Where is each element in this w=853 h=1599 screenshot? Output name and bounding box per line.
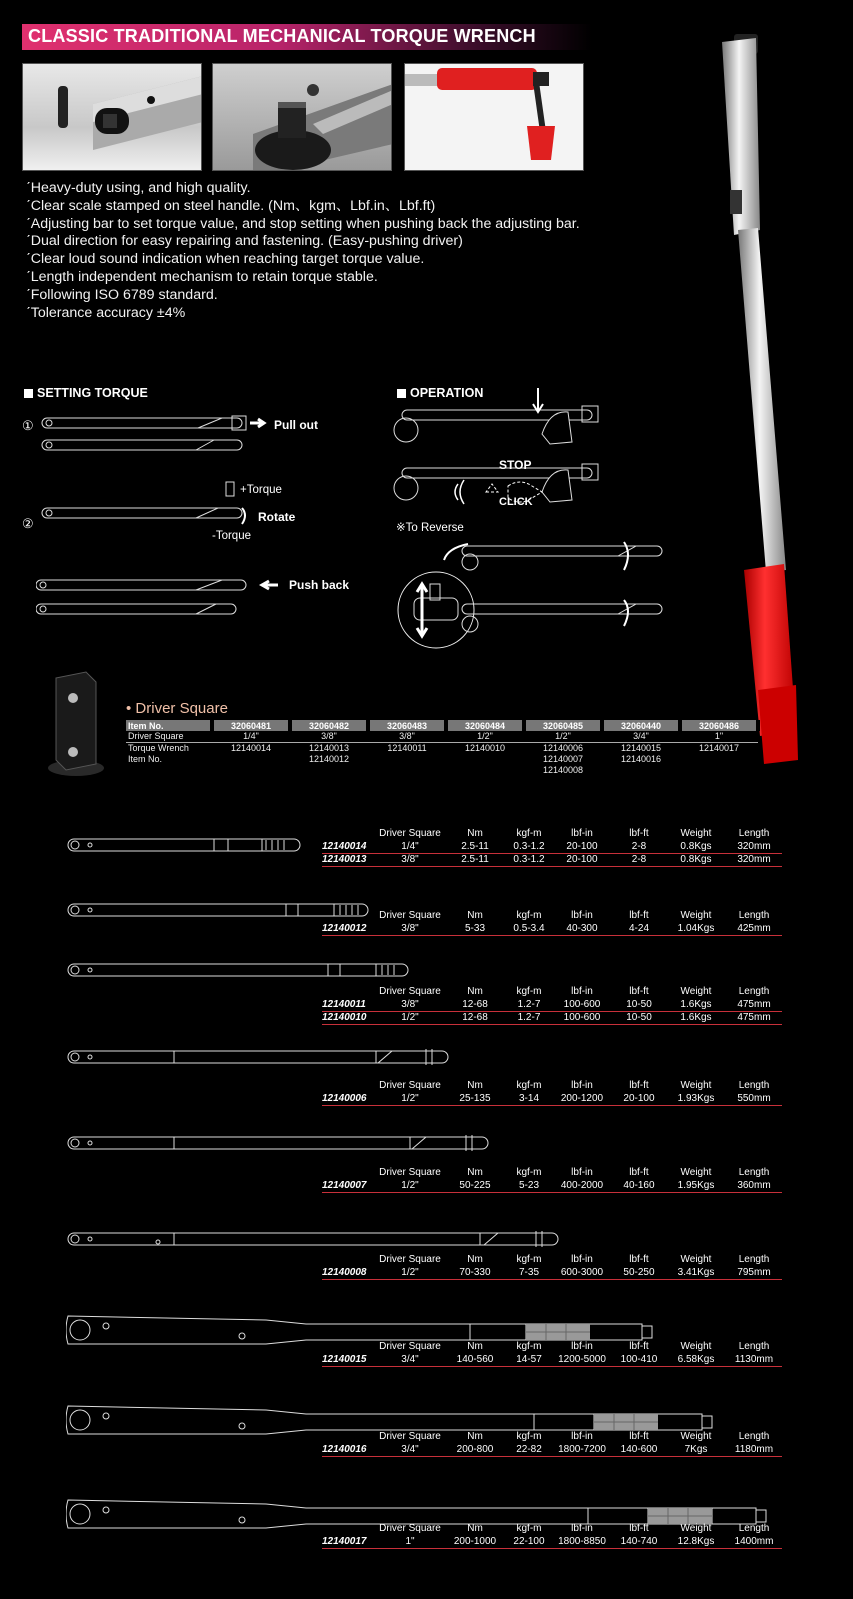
spec-cell: 425mm (726, 922, 782, 935)
setting-torque-heading: SETTING TORQUE (24, 386, 148, 400)
operation-heading: OPERATION (397, 386, 483, 400)
spec-header: Length (738, 1341, 770, 1352)
spec-cell: 3/8" (376, 922, 444, 935)
spec-cell: 795mm (726, 1266, 782, 1279)
spec-cell: 6.58Kgs (666, 1353, 726, 1366)
spec-row (322, 1011, 782, 1024)
spec-header: Driver Square (379, 1431, 441, 1442)
spec-table (322, 1079, 782, 1106)
spec-cell: 70-330 (444, 1266, 506, 1279)
item-code: 12140007 (322, 1179, 376, 1192)
spec-cell: 3/4" (376, 1353, 444, 1366)
spec-header: Length (738, 1523, 770, 1534)
spec-row (322, 1092, 782, 1105)
spec-cell: 1180mm (726, 1443, 782, 1456)
spec-header: lbf-in (571, 1167, 593, 1178)
feature-list (26, 180, 580, 322)
spec-header: kgf-m (516, 1341, 542, 1352)
spec-cell: 7Kgs (666, 1443, 726, 1456)
table-header: 32060481 (212, 720, 290, 731)
spec-cell: 2-8 (612, 840, 666, 853)
rotate-label: Rotate (258, 510, 296, 524)
spec-cell: 200-1200 (552, 1092, 612, 1105)
driver-square-table (126, 720, 760, 776)
item-code: 12140014 (322, 840, 376, 853)
spec-cell: 1.04Kgs (666, 922, 726, 935)
spec-row (322, 1353, 782, 1366)
spec-cell: 1400mm (726, 1535, 782, 1548)
spec-header: lbf-in (571, 1523, 593, 1534)
spec-header: Driver Square (379, 1254, 441, 1265)
spec-cell: 3/4" (376, 1443, 444, 1456)
spec-header: Length (738, 986, 770, 997)
item-code: 12140016 (322, 1443, 376, 1456)
spec-table (322, 1430, 782, 1457)
spec-cell: 600-3000 (552, 1266, 612, 1279)
spec-cell: 2.5-11 (444, 840, 506, 853)
spec-header: Length (738, 1254, 770, 1265)
spec-cell: 2.5-11 (444, 853, 506, 866)
feature-item: ˊLength independent mechanism to retain torque stable. (26, 268, 378, 285)
feature-item: ˊDual direction for easy repairing and fastening. (Easy-pushing driver) (26, 233, 463, 250)
spec-header: kgf-m (516, 1167, 542, 1178)
photo-square-drive (212, 63, 392, 171)
spec-table (322, 1340, 782, 1367)
spec-cell: 1/2" (376, 1179, 444, 1192)
spec-header: lbf-ft (629, 1523, 649, 1534)
spec-row (322, 1443, 782, 1456)
spec-header: Nm (467, 1431, 483, 1442)
spec-cell: 0.3-1.2 (506, 853, 552, 866)
minus-torque-label: -Torque (212, 530, 251, 542)
table-header: 32060484 (446, 720, 524, 731)
spec-header: lbf-ft (629, 986, 649, 997)
spec-header: Length (738, 1080, 770, 1091)
spec-cell: 100-600 (552, 1011, 612, 1024)
spec-cell: 475mm (726, 998, 782, 1011)
spec-cell: 22-100 (506, 1535, 552, 1548)
spec-cell: 1.2-7 (506, 998, 552, 1011)
feature-item: ˊFollowing ISO 6789 standard. (26, 286, 218, 303)
spec-cell: 14-57 (506, 1353, 552, 1366)
spec-cell: 12.8Kgs (666, 1535, 726, 1548)
table-header: 32060440 (602, 720, 680, 731)
spec-header: Nm (467, 1341, 483, 1352)
step-2-marker: ② (22, 516, 34, 531)
spec-cell: 50-225 (444, 1179, 506, 1192)
spec-cell: 1800-8850 (552, 1535, 612, 1548)
spec-cell: 3.41Kgs (666, 1266, 726, 1279)
spec-header: Length (738, 1167, 770, 1178)
spec-row (322, 1266, 782, 1279)
spec-cell: 0.5-3.4 (506, 922, 552, 935)
spec-cell: 360mm (726, 1179, 782, 1192)
spec-cell: 3-14 (506, 1092, 552, 1105)
item-code: 12140010 (322, 1011, 376, 1024)
spec-header: lbf-ft (629, 1431, 649, 1442)
spec-header: Length (738, 1431, 770, 1442)
spec-header: lbf-ft (629, 1080, 649, 1091)
spec-cell: 100-600 (552, 998, 612, 1011)
spec-cell: 5-33 (444, 922, 506, 935)
feature-item: ˊTolerance accuracy ±4% (26, 304, 186, 321)
item-code: 12140011 (322, 998, 376, 1011)
spec-header: kgf-m (516, 1254, 542, 1265)
spec-header: Nm (467, 1523, 483, 1534)
table-header: 32060486 (680, 720, 758, 731)
spec-cell: 1200-5000 (552, 1353, 612, 1366)
spec-header: Driver Square (379, 1080, 441, 1091)
spec-cell: 12-68 (444, 1011, 506, 1024)
spec-header: kgf-m (516, 1523, 542, 1534)
spec-cell: 1800-7200 (552, 1443, 612, 1456)
item-code: 12140008 (322, 1266, 376, 1279)
spec-cell: 1/4" (376, 840, 444, 853)
spec-table (322, 985, 782, 1025)
spec-header: Nm (467, 986, 483, 997)
spec-header: Weight (680, 1431, 712, 1442)
feature-item: ˊClear loud sound indication when reaching target torque value. (26, 251, 425, 268)
photo-red-handle (404, 63, 584, 171)
spec-cell: 40-300 (552, 922, 612, 935)
table-row: Driver Square 1/4" 3/8" 3/8" 1/2" 1/2" 3/4" 1" (128, 731, 724, 741)
spec-table (322, 827, 782, 867)
spec-header: Nm (467, 1167, 483, 1178)
spec-cell: 10-50 (612, 998, 666, 1011)
spec-header: lbf-in (571, 1254, 593, 1265)
click-label: CLICK (499, 496, 533, 508)
spec-cell: 1/2" (376, 1011, 444, 1024)
spec-cell: 40-160 (612, 1179, 666, 1192)
wrench-drawing-4 (66, 1046, 456, 1070)
spec-header: kgf-m (516, 986, 542, 997)
spec-cell: 3/8" (376, 853, 444, 866)
spec-cell: 1.93Kgs (666, 1092, 726, 1105)
spec-header: Driver Square (379, 910, 441, 921)
spec-row (322, 853, 782, 866)
spec-header: Length (738, 828, 770, 839)
table-header: 32060482 (290, 720, 368, 731)
spec-row (322, 840, 782, 853)
spec-cell: 100-410 (612, 1353, 666, 1366)
spec-header: Driver Square (379, 828, 441, 839)
plus-torque-label: +Torque (240, 484, 282, 496)
spec-cell: 5-23 (506, 1179, 552, 1192)
spec-cell: 4-24 (612, 922, 666, 935)
spec-header: Weight (680, 828, 712, 839)
table-header: Item No. (126, 720, 212, 731)
spec-cell: 200-800 (444, 1443, 506, 1456)
wrench-drawing-5 (66, 1132, 496, 1156)
spec-cell: 1130mm (726, 1353, 782, 1366)
step-1-marker: ① (22, 418, 34, 433)
spec-header: Weight (680, 1080, 712, 1091)
spec-header: lbf-in (571, 828, 593, 839)
reverse-label: ※To Reverse (396, 522, 464, 534)
driver-square-photo (46, 668, 106, 776)
spec-cell: 25-135 (444, 1092, 506, 1105)
spec-header: lbf-ft (629, 828, 649, 839)
spec-cell: 0.8Kgs (666, 840, 726, 853)
wrench-drawing-3 (66, 960, 416, 982)
spec-header: Driver Square (379, 986, 441, 997)
spec-cell: 140-740 (612, 1535, 666, 1548)
spec-header: Weight (680, 910, 712, 921)
spec-row (322, 922, 782, 935)
spec-cell: 20-100 (552, 853, 612, 866)
spec-header: lbf-in (571, 986, 593, 997)
feature-item: ˊClear scale stamped on steel handle. (Nm、kgm、Lbf.in、Lbf.ft) (26, 197, 436, 214)
spec-cell: 1.6Kgs (666, 998, 726, 1011)
spec-cell: 2-8 (612, 853, 666, 866)
table-header: 32060485 (524, 720, 602, 731)
spec-cell: 1.2-7 (506, 1011, 552, 1024)
feature-item: ˊHeavy-duty using, and high quality. (26, 180, 251, 196)
spec-cell: 200-1000 (444, 1535, 506, 1548)
spec-header: lbf-in (571, 1431, 593, 1442)
spec-header: Weight (680, 1254, 712, 1265)
spec-cell: 3/8" (376, 998, 444, 1011)
spec-header: lbf-ft (629, 910, 649, 921)
spec-cell: 1.95Kgs (666, 1179, 726, 1192)
spec-cell: 22-82 (506, 1443, 552, 1456)
spec-header: Nm (467, 1254, 483, 1265)
photo-ratchet-head (22, 63, 202, 171)
spec-header: lbf-in (571, 910, 593, 921)
table-row: Torque Wrench Item No. 12140014 12140013 12140012 12140011 12140010 12140006 12140007 12140008 12140015 12140016 12140017 (126, 743, 758, 777)
spec-header: Nm (467, 1080, 483, 1091)
item-code: 12140012 (322, 922, 376, 935)
spec-row (322, 1179, 782, 1192)
spec-header: kgf-m (516, 828, 542, 839)
spec-header: kgf-m (516, 1431, 542, 1442)
spec-header: Length (738, 910, 770, 921)
spec-header: Weight (680, 986, 712, 997)
spec-cell: 0.3-1.2 (506, 840, 552, 853)
spec-table (322, 1253, 782, 1280)
spec-header: lbf-in (571, 1080, 593, 1091)
spec-header: Nm (467, 828, 483, 839)
spec-header: Weight (680, 1523, 712, 1534)
spec-cell: 20-100 (612, 1092, 666, 1105)
spec-header: Driver Square (379, 1341, 441, 1352)
spec-cell: 400-2000 (552, 1179, 612, 1192)
spec-cell: 320mm (726, 853, 782, 866)
spec-header: Driver Square (379, 1523, 441, 1534)
spec-cell: 140-600 (612, 1443, 666, 1456)
spec-cell: 10-50 (612, 1011, 666, 1024)
spec-header: lbf-in (571, 1341, 593, 1352)
item-code: 12140013 (322, 853, 376, 866)
spec-cell: 7-35 (506, 1266, 552, 1279)
feature-item: ˊAdjusting bar to set torque value, and stop setting when pushing back the adjusting bar. (26, 215, 580, 232)
spec-cell: 320mm (726, 840, 782, 853)
wrench-drawing-1 (66, 836, 306, 856)
spec-cell: 140-560 (444, 1353, 506, 1366)
item-code: 12140006 (322, 1092, 376, 1105)
spec-header: Weight (680, 1167, 712, 1178)
spec-header: lbf-ft (629, 1341, 649, 1352)
stop-label: STOP (499, 458, 532, 472)
spec-header: Weight (680, 1341, 712, 1352)
driver-square-title: • Driver Square (126, 700, 228, 717)
table-header: 32060483 (368, 720, 446, 731)
spec-cell: 1/2" (376, 1266, 444, 1279)
spec-row (322, 998, 782, 1011)
wrench-photo (700, 30, 820, 780)
spec-cell: 1.6Kgs (666, 1011, 726, 1024)
wrench-drawing-6 (66, 1228, 566, 1252)
push-back-label: Push back (289, 578, 350, 592)
spec-header: Nm (467, 910, 483, 921)
spec-row (322, 1535, 782, 1548)
pull-out-label: Pull out (274, 418, 318, 432)
page-title: CLASSIC TRADITIONAL MECHANICAL TORQUE WRENCH (28, 26, 536, 46)
spec-table (322, 909, 782, 936)
spec-cell: 12-68 (444, 998, 506, 1011)
spec-cell: 1" (376, 1535, 444, 1548)
spec-header: kgf-m (516, 910, 542, 921)
spec-cell: 50-250 (612, 1266, 666, 1279)
spec-cell: 550mm (726, 1092, 782, 1105)
spec-header: kgf-m (516, 1080, 542, 1091)
spec-cell: 475mm (726, 1011, 782, 1024)
spec-cell: 1/2" (376, 1092, 444, 1105)
spec-cell: 0.8Kgs (666, 853, 726, 866)
item-code: 12140017 (322, 1535, 376, 1548)
spec-header: Driver Square (379, 1167, 441, 1178)
spec-table (322, 1522, 782, 1549)
item-code: 12140015 (322, 1353, 376, 1366)
spec-header: lbf-ft (629, 1167, 649, 1178)
spec-cell: 20-100 (552, 840, 612, 853)
spec-header: lbf-ft (629, 1254, 649, 1265)
spec-table (322, 1166, 782, 1193)
